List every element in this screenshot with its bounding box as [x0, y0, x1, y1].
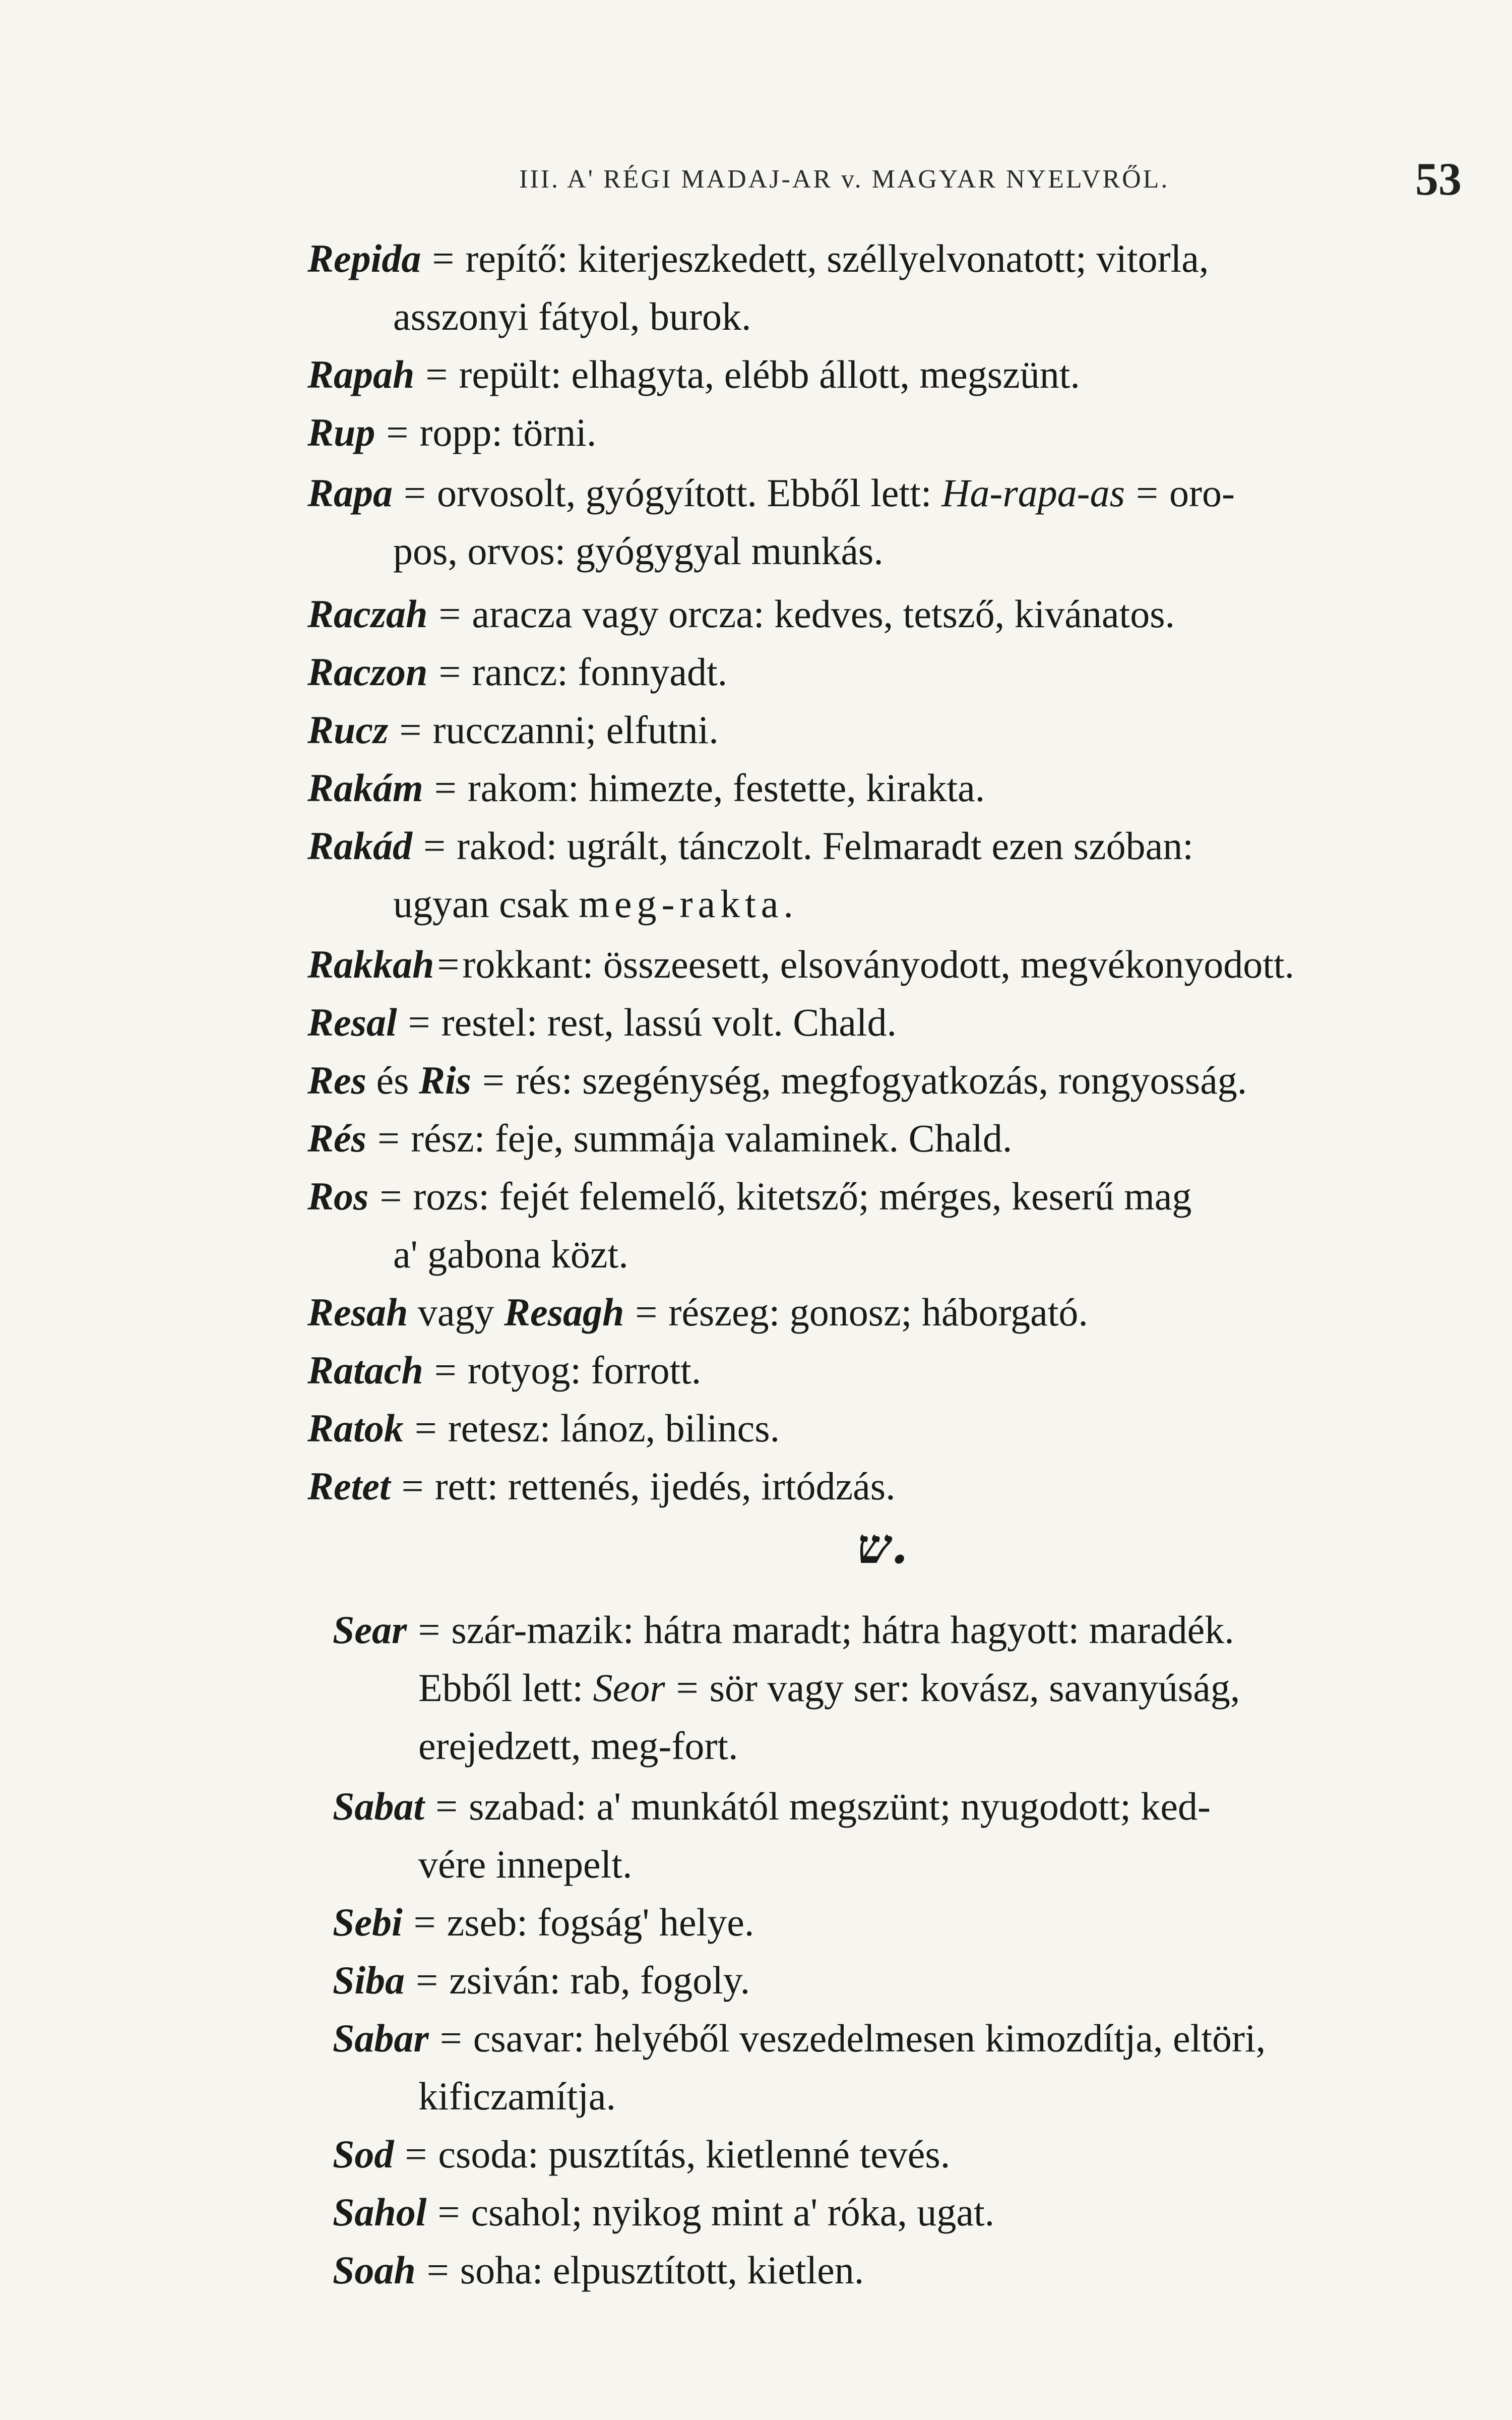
headword: Sear [333, 1608, 407, 1652]
entry-ros: Ros = rozs: fejét felemelő, kitetsző; mérges, keserű mag [307, 1174, 1192, 1218]
headword: Ratach [307, 1348, 423, 1392]
entry-ratach: Ratach = rotyog: forrott. [307, 1348, 702, 1392]
page-number: 53 [1415, 153, 1462, 205]
entry-continuation: pos, orvos: gyógygyal munkás. [393, 529, 884, 573]
definition: részeg: gonosz; háborgató. [668, 1290, 1088, 1334]
running-head: III. A' RÉGI MADAJ-AR v. MAGYAR NYELVRŐL. [519, 164, 1170, 194]
entry-rakad: Rakád = rakod: ugrált, tánczolt. Felmaradt ezen szóban: [307, 824, 1193, 868]
definition: orvosolt, gyógyított. Ebből lett: [437, 471, 932, 515]
definition: rucczanni; elfutni. [432, 708, 719, 752]
definition: rancz: fonnyadt. [472, 650, 728, 694]
entry-continuation [393, 877, 798, 930]
definition: csoda: pusztítás, kietlenné tevés. [438, 2132, 951, 2176]
headword: Ros [307, 1174, 369, 1218]
entry-rakkah: Rakkah=rokkant: összeesett, elsoványodott, megvékonyodott. [307, 942, 1295, 986]
continuation-text: Ebből lett: [418, 1666, 593, 1710]
headword: Rapah [307, 352, 415, 396]
headword-secondary: Ris [418, 1058, 472, 1102]
headword: Ratok [307, 1406, 404, 1450]
headword: Siba [333, 1958, 405, 2002]
headword: Resal [307, 1000, 397, 1044]
headword: Sabar [333, 2016, 429, 2060]
headword-secondary: Seor [593, 1666, 665, 1710]
definition: rozs: fejét felemelő, kitetsző; mérges, keserű mag [413, 1174, 1192, 1218]
definition: rett: rettenés, ijedés, irtódzás. [434, 1464, 896, 1508]
headword: Rakád [307, 824, 413, 868]
definition: rakod: ugrált, tánczolt. Felmaradt ezen szóban: [457, 824, 1193, 868]
definition: retesz: lánoz, bilincs. [448, 1406, 780, 1450]
connector: és [376, 1058, 409, 1102]
entry-repida: Repida = repítő: kiterjeszkedett, széllyelvonatott; vitorla, [307, 236, 1209, 280]
entry-resal: Resal = restel: rest, lassú volt. Chald. [307, 1000, 897, 1044]
entry-retet: Retet = rett: rettenés, ijedés, irtódzás. [307, 1464, 896, 1508]
headword-secondary: Ha-rapa-as [941, 471, 1125, 515]
continuation-text: ugyan csak [393, 882, 579, 926]
entry-rakam: Rakám = rakom: himezte, festette, kirakta. [307, 766, 985, 810]
headword: Res [307, 1058, 366, 1102]
entry-siba: Siba = zsiván: rab, fogoly. [333, 1958, 750, 2002]
connector: vagy [417, 1290, 494, 1334]
definition: rész: feje, summája valaminek. Chald. [411, 1116, 1013, 1160]
entry-continuation: Ebből lett: Seor = sör vagy ser: kovász, savanyúság, [418, 1666, 1240, 1710]
entry-rapa: Rapa = orvosolt, gyógyított. Ebből lett: Ha-rapa-as = oro- [307, 471, 1235, 515]
headword: Soah [333, 2248, 416, 2292]
definition: soha: elpusztított, kietlen. [460, 2248, 864, 2292]
definition: csavar: helyéből veszedelmesen kimozdítja, eltöri, [473, 2016, 1266, 2060]
entry-continuation: asszonyi fátyol, burok. [393, 294, 751, 338]
headword-secondary: Resagh [504, 1290, 624, 1334]
entry-sabar: Sabar = csavar: helyéből veszedelmesen kimozdítja, eltöri, [333, 2016, 1266, 2060]
definition: rakom: himezte, festette, kirakta. [467, 766, 985, 810]
headword: Rés [307, 1116, 366, 1160]
headword: Rakkah [307, 942, 434, 986]
definition-secondary: oro- [1169, 471, 1235, 515]
definition: zseb: fogság' helye. [447, 1900, 754, 1944]
section-letter: ש. [857, 1518, 908, 1575]
entry-resah: Resah vagy Resagh = részeg: gonosz; háborgató. [307, 1290, 1088, 1334]
entry-ratok: Ratok = retesz: lánoz, bilincs. [307, 1406, 780, 1450]
definition: csahol; nyikog mint a' róka, ugat. [471, 2190, 995, 2234]
definition: szabad: a' munkától megszünt; nyugodott; ked- [469, 1784, 1211, 1828]
entry-rup: Rup = ropp: törni. [307, 410, 597, 454]
entry-continuation: a' gabona közt. [393, 1232, 628, 1276]
definition: rés: szegénység, megfogyatkozás, rongyosság. [516, 1058, 1247, 1102]
headword: Raczah [307, 592, 428, 636]
page-header [519, 151, 1462, 207]
entry-continuation: erejedzett, meg-fort. [418, 1724, 738, 1768]
entry-continuation: kificzamítja. [418, 2074, 616, 2118]
entry-raczon: Raczon = rancz: fonnyadt. [307, 650, 728, 694]
definition: rotyog: forrott. [467, 1348, 702, 1392]
entry-rucz: Rucz = rucczanni; elfutni. [307, 708, 719, 752]
entry-sahol: Sahol = csahol; nyikog mint a' róka, ugat. [333, 2190, 995, 2234]
entry-raczah: Raczah = aracza vagy orcza: kedves, tetsző, kivánatos. [307, 592, 1175, 636]
entry-sod: Sod = csoda: pusztítás, kietlenné tevés. [333, 2132, 951, 2176]
headword: Raczon [307, 650, 428, 694]
headword: Rup [307, 410, 375, 454]
definition: repült: elhagyta, elébb állott, megszünt. [459, 352, 1080, 396]
definition: ropp: törni. [419, 410, 597, 454]
headword: Rapa [307, 471, 393, 515]
headword: Resah [307, 1290, 408, 1334]
entry-sear: Sear = szár-mazik: hátra maradt; hátra hagyott: maradék. [333, 1608, 1234, 1652]
headword: Repida [307, 236, 421, 280]
entry-res-ris: Res és Ris = rés: szegénység, megfogyatkozás, rongyosság. [307, 1058, 1247, 1102]
headword: Rucz [307, 708, 389, 752]
definition: repítő: kiterjeszkedett, széllyelvonatott; vitorla, [465, 236, 1209, 280]
entry-continuation: vére innepelt. [418, 1842, 633, 1886]
definition: rokkant: összeesett, elsoványodott, megvékonyodott. [462, 942, 1295, 986]
definition: aracza vagy orcza: kedves, tetsző, kivánatos. [472, 592, 1175, 636]
entry-soah: Soah = soha: elpusztított, kietlen. [333, 2248, 864, 2292]
entry-sabat: Sabat = szabad: a' munkától megszünt; nyugodott; ked- [333, 1784, 1211, 1828]
spaced-word: meg-rakta. [579, 882, 798, 926]
headword: Retet [307, 1464, 391, 1508]
headword: Sahol [333, 2190, 427, 2234]
headword: Sebi [333, 1900, 403, 1944]
definition-secondary: sör vagy ser: kovász, savanyúság, [709, 1666, 1240, 1710]
headword: Rakám [307, 766, 423, 810]
entry-res: Rés = rész: feje, summája valaminek. Chald. [307, 1116, 1013, 1160]
headword: Sod [333, 2132, 394, 2176]
definition: szár-mazik: hátra maradt; hátra hagyott: maradék. [451, 1608, 1234, 1652]
headword: Sabat [333, 1784, 425, 1828]
entry-sebi: Sebi = zseb: fogság' helye. [333, 1900, 754, 1944]
entry-rapah: Rapah = repült: elhagyta, elébb állott, megszünt. [307, 352, 1080, 396]
definition: zsiván: rab, fogoly. [449, 1958, 750, 2002]
definition: restel: rest, lassú volt. Chald. [441, 1000, 897, 1044]
